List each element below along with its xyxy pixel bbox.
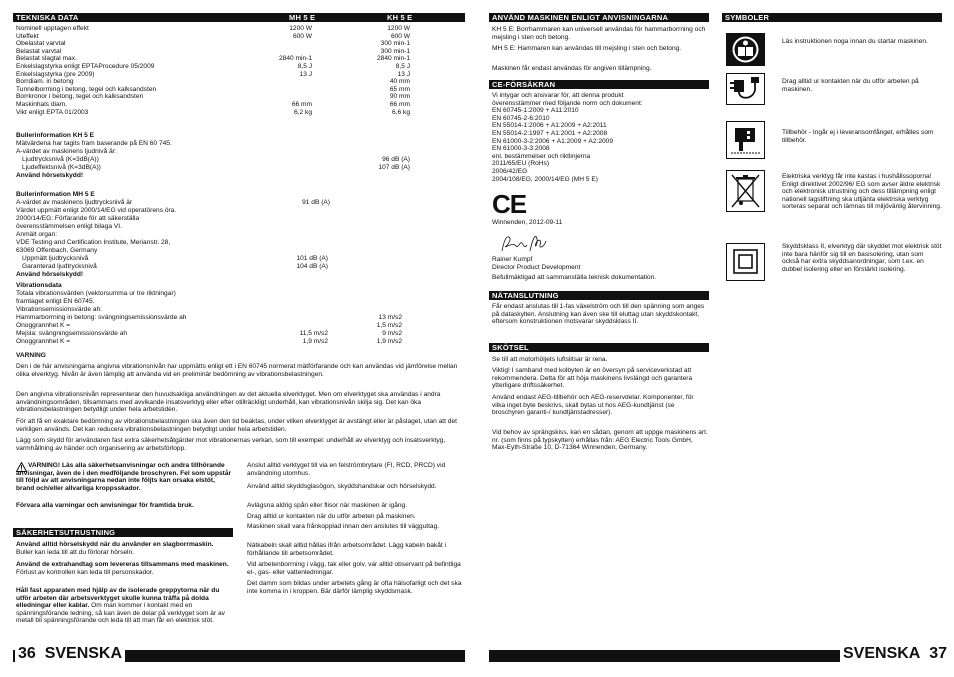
language-label: SVENSKA (44, 645, 123, 662)
symbol-text: Läs instruktionen noga innan du startar maskinen. (782, 38, 928, 45)
symbols-header: SYMBOLER (722, 13, 942, 22)
spec-value-mh: 2840 min-1 (279, 55, 312, 63)
noise-kh-row: Ljudeffektsnivå (K=3dB(A)) 107 dB (A) (22, 164, 410, 171)
vibration-row (16, 330, 464, 338)
accessory-icon (726, 121, 765, 159)
vibration-title: Vibrationsdata (16, 282, 62, 289)
noise-mh-row: Uppmätt ljudtrycksnivå 101 dB (A) (22, 255, 328, 262)
vibration-label: Onoggrannhet K = (16, 322, 71, 329)
safety-para: Maskinen skall vara frånkopplad innan den anslutes till vägguttag. (247, 523, 440, 530)
spec-header-title: TEKNISKA DATA (16, 13, 79, 22)
varning-para: Lägg som skydd för användaren fast extra säkerhetsåtgärder mot vibrationernas verkan, som till exempel: underhåll av elverktyg och insatsverktyg, varmhållning av händer och organisering av arbetsförlopp. (16, 437, 446, 452)
safety-para: Anslut alltid verktyget till via en felströmbrytare (FI, RCD, PRCD) vid användning utomhus. (247, 462, 446, 477)
vibration-value-mh: 11,5 m/s2 (299, 330, 328, 337)
spec-row (16, 86, 464, 94)
ce-line: EN 61000-3-3:2008 (492, 145, 550, 153)
vibration-value-kh: 1,9 m/s2 (376, 338, 402, 345)
spec-row (16, 93, 464, 101)
ce-line: EN 61000-3-2:2006 + A1:2009 + A2:2009 (492, 137, 613, 145)
noise-mh-row: A-värdet av maskinens ljudtrycksnivå är 91 dB (A) (16, 199, 330, 206)
signature (500, 231, 550, 255)
ce-line: överensstämmer med följande norm och dokument: (492, 99, 643, 107)
vibration-line: framtaget enligt EN 60745. (16, 298, 95, 305)
weee-bin-icon (726, 170, 765, 212)
spec-value-kh: 300 min-1 (380, 40, 410, 48)
page-number: 36 (18, 645, 36, 662)
vibration-label: Hammarborrning in betong: svängningsemissionsvärde ah (16, 314, 187, 321)
vibration-line: Vibrationsemissionsvärde ah: (16, 306, 103, 313)
sakerhet-para: Håll fast apparaten med hjälp av de isolerade greppytorna när du utför arbeten där arbetsverktyget skulle kunna träffa på dolda elledningar eller kablar. Om man kommer i kontakt med en spänningsförande ledning, så kan även de delar på verktyget som är av metall bli spänningsförande och leda till att man får en elektrisk stöt. (16, 587, 225, 625)
natanslutning-text: Får endast anslutas till 1-fas växelström och till den spänning som anges på dataskylten. Anslutning kan även ske till eluttag utan skyddskontakt, eftersom konstruktionen motsvarar skyddsklass II. (492, 303, 705, 326)
usage-para: KH 5 E: Borrhammaren kan universell användas för hammarborrning och mejsling i sten och betong. (492, 26, 706, 41)
spec-row (16, 109, 464, 117)
symbol-text: Tillbehör - Ingår ej i leveransomfånget, erhålles som tillbehör. (782, 129, 934, 144)
skotsel-para: Vid behov av sprängskiss, kan en sådan, genom att uppge maskinens art. nr. (som finns på typskylten) erhållas från: AEG Electric Tools GmbH, Max-Eyth-Straße 10, D-71364 Winnenden, Germany. (492, 429, 708, 452)
spec-label: Uteffekt (16, 32, 39, 40)
spec-label: Tunnelborrning i betong, tegel och kalksandsten (16, 85, 157, 93)
spec-row (16, 25, 464, 33)
natanslutning-header: NÄTANSLUTNING (489, 291, 709, 300)
place-date: Winnenden, 2012-09-11 (492, 219, 563, 226)
vibration-value-kh: 13 m/s2 (378, 314, 402, 321)
spec-label: Enkelslagstyrka enligt EPTAProcedure 05/2009 (16, 63, 155, 70)
spec-value-kh: 1200 W (387, 25, 410, 32)
safety-para: Avlägsna aldrig spån eller flisor när maskinen är igång. (247, 502, 408, 509)
spec-row (16, 40, 464, 48)
ce-line: 2006/42/EG (492, 168, 528, 175)
noise-mh-line: Anmält organ: (16, 231, 58, 238)
spec-value-mh: 6,2 kg (294, 108, 312, 116)
vibration-label: Onoggrannhet K = (16, 338, 71, 345)
usage-header: ANVÄND MASKINEN ENLIGT ANVISNINGARNA (489, 13, 709, 22)
vibration-label: Mejsla: svängningsemissionsvärde ah (16, 330, 128, 337)
ce-line: EN 55014-1:2006 + A1:2009 + A2:2011 (492, 122, 607, 130)
ce-line: 2004/108/EG, 2000/14/EG (MH 5 E) (492, 175, 598, 183)
spec-value-kh: 66 mm (389, 101, 410, 108)
signer-title: Director Product Development (492, 264, 581, 271)
spec-value-mh: 600 W (292, 32, 312, 40)
safety-warning: VARNING! Läs alla säkerhetsanvisningar och andra tillhörande anvisningar, även de i den medföljande broschyren. Fel som uppstår till följd av att anvisningarna nedan inte följts kan orsaka elstöt, brand och/eller allvarliga kroppsskador. (16, 462, 232, 492)
spec-label: Maskinhals diam. (16, 101, 67, 108)
usage-para: MH 5 E: Hammaren kan användas till mejsling i sten och betong. (492, 45, 682, 52)
noise-kh-intro-2: A-värdet av maskinens ljudnivå är: (16, 148, 117, 155)
ce-line: EN 60745-1:2009 + A11:2010 (492, 107, 579, 115)
spec-value-kh: 8,5 J (395, 63, 410, 70)
spec-value-mh: 13 J (299, 70, 312, 78)
spec-label: Belastat slagtal max. (16, 55, 77, 63)
spec-value-kh: 600 W (390, 32, 410, 40)
ce-line: Vi intygar och ansvarar för, att denna produkt (492, 92, 624, 99)
ce-line: EN 55014-2:1997 + A1:2001 + A2:2008 (492, 130, 608, 137)
varning-para: För att få en exaktare bedömning av vibrationsbelastningen ska även den tid beaktas, under vilken elverktyget är avstängt eller är påslaget, utan att det verkligen används. Det kan reducera vibrationsbelastningen betydligt under hela arbetstiden. (16, 418, 457, 433)
noise-kh-warning: Använd hörselskydd! (16, 172, 84, 179)
sakerhet-para: Använd alltid hörselskydd när du använder en slagborrmaskin. Buller kan leda till att du förlorar hörseln. (16, 541, 214, 556)
safety-para: Det damm som bildas under arbetets gång är ofta hälsofarligt och det ska inte komma in i kroppen. Bär därför lämplig skyddsmask. (247, 580, 462, 595)
vibration-row (16, 338, 464, 346)
spec-row (16, 55, 464, 63)
spec-row (16, 63, 464, 71)
signer-name: Rainer Kumpf (492, 256, 533, 263)
page-footer-right (840, 645, 950, 663)
spec-label: Belastat varvtal (16, 47, 62, 55)
spec-row (16, 101, 464, 109)
read-manual-icon (726, 33, 765, 66)
spec-value-mh: 1200 W (289, 25, 312, 32)
vibration-value-mh: 1,9 m/s2 (302, 338, 328, 345)
page-number: 37 (929, 645, 948, 662)
spec-label: Borrdiam. in betong (16, 78, 74, 86)
noise-kh-row: Ljudtrycksnivå (K=3dB(A)) 96 dB (A) (22, 156, 410, 163)
spec-row (16, 33, 464, 41)
vibration-line: Totala vibrationsvärden (vektorsumma ur tre riktningar) (16, 290, 176, 297)
class-ii-icon (726, 243, 765, 281)
page-footer-left (15, 645, 125, 663)
safety-para: Drag alltid ur kontakten när du utför arbeten på maskinen. (247, 513, 416, 520)
noise-kh-intro-1: Mätvärdena har tagits fram baserande på EN 60 745. (16, 140, 172, 147)
sakerhet-para: Använd de extrahandtag som levereras tillsammans med maskinen. Förlust av kontrollen kan leda till personskador. (16, 561, 229, 576)
ce-header: CE-FÖRSÄKRAN (489, 80, 709, 89)
spec-value-kh: 2840 min-1 (377, 55, 410, 63)
varning-para: Den i de här anvisningarna angivna vibrationsnivån har uppmätts enligt ett i EN 60745 normerat mätförfarande och kan användas vid jämförelse mellan olika elverktyg. Nivån är även lämplig att använda vid en preliminär bedömning av vibrationsbelastningen. (16, 363, 458, 378)
spec-value-mh: 66 mm (291, 101, 312, 108)
noise-mh-line: Värdet uppmätt enligt 2000/14/EG vid operatörens öra. (16, 207, 177, 214)
spec-value-mh: 8,5 J (297, 63, 312, 70)
noise-mh-line: 63069 Offenbach, Germany (16, 247, 98, 254)
safety-para: Använd alltid skyddsglasögon, skyddshandskar och hörselskydd. (247, 483, 437, 490)
ce-line: 2011/65/EU (RoHs) (492, 160, 550, 168)
safety-para: Vid arbetenborrning i vägg, tak eller golv, var alltid observant på befintliga el-, gas- eller vattenledningar. (247, 561, 461, 576)
language-label: SVENSKA (843, 645, 921, 662)
sakerhet-header: SÄKERHETSUTRUSTNING (13, 528, 233, 537)
spec-value-kh: 300 min-1 (380, 47, 410, 55)
varning-para: Den angivna vibrationsnivån representerar den huvudsakliga användningen av det aktuella elverktyget. Men om elverktyget ska användas i andra användningsområden, tillsammans med avvikande insatsverktyg eller efter otillräckligt underhåll, kan vibrationsnivån skilja sig. Det kan öka vibrationsbelastningen betydligt under hela arbetstiden. (16, 391, 441, 414)
vibration-value-kh: 9 m/s2 (382, 330, 402, 337)
vibration-row (16, 314, 464, 322)
safety-para: Nätkabeln skall alltid hållas ifrån arbetsområdet. Lägg kabeln bakåt i förhållande till arbetsområdet. (247, 542, 447, 557)
noise-mh-line: 2000/14/EG: Förfarande för att säkerställa (16, 215, 140, 222)
spec-value-kh: 40 mm (389, 78, 410, 86)
unplug-icon (726, 73, 765, 105)
noise-mh-title: Bullerinformation MH 5 E (16, 191, 95, 198)
symbol-text: Skyddsklass II, elverktyg där skyddet mot elektrisk stöt inte bara hänför sig till en basisolering, utan som också har extra skyddsanordningar, som t.ex. en dubbel isolering eller en förstärkt isolering. (782, 243, 942, 273)
spec-header-col2: KH 5 E (387, 13, 413, 22)
spec-row (16, 48, 464, 56)
spec-value-kh: 65 mm (389, 85, 410, 93)
noise-mh-row: Garanterad ljudtrycksnivå 104 dB (A) (22, 263, 328, 270)
noise-mh-warning: Använd hörselskydd! (16, 271, 84, 278)
spec-header-bar (13, 13, 465, 22)
vibration-row (16, 322, 464, 330)
spec-label: Obelastat varvtal (16, 40, 66, 48)
symbol-text: Elektriska verktyg får inte kastas i hushållssoporna! Enligt direktivet 2002/96/ EG som avser äldre elektrisk och elektronisk utrustning och dess tillämpning enligt nationell lagstiftning ska uttjänta elektriska verktyg sorteras separat och lämnas till miljövänlig återvinning. (782, 173, 942, 211)
skotsel-para: Använd endast AEG-tillbehör och AEG-reservdelar. Komponenter, för vilka inget byte beskrivs, skall bytas ut hos AEG-kundtjänst (se broschyren garanti-/ kundtjänstadresser). (492, 394, 694, 417)
skotsel-para: Viktig! I samband med kolbyten är en översyn på serviceverkstad att rekommendera. Detta för att höja maskinens livslängd och garantera ytterligare driftssäkerhet. (492, 367, 693, 390)
spec-value-kh: 6,6 kg (392, 108, 410, 116)
spec-value-kh: 13 J (397, 70, 410, 78)
spec-row (16, 78, 464, 86)
spec-label: Nominell upptagen effekt (16, 25, 89, 32)
safety-keep: Förvara alla varningar och anvisningar för framtida bruk. (16, 502, 194, 509)
spec-value-kh: 90 mm (389, 93, 410, 101)
noise-kh-title: Bullerinformation KH 5 E (16, 132, 95, 139)
ce-mark: CE (492, 189, 527, 219)
ce-line: enl. bestämmelser och riktlinjerna (492, 152, 591, 160)
spec-label: Vikt enligt EPTA 01/2003 (16, 108, 89, 116)
spec-label: Borrkronor i betong, tegel och kalksandsten (16, 93, 144, 101)
spec-label: Enkelslagstyrka (pre 2009) (16, 70, 95, 78)
noise-mh-line: överensstämmelsen enligt bilaga VI. (16, 223, 122, 230)
ce-line: EN 60745-2-6:2010 (492, 114, 550, 122)
spec-row (16, 71, 464, 79)
symbol-text: Drag alltid ur kontakten när du utför arbeten på maskinen. (782, 78, 919, 93)
skotsel-para: Se till att motorhöljets luftslitsar är rena. (492, 356, 608, 363)
skotsel-header: SKÖTSEL (489, 343, 709, 352)
varning-title: VARNING (16, 352, 46, 359)
spec-header-col1: MH 5 E (289, 13, 316, 22)
vibration-value-kh: 1,5 m/s2 (376, 322, 402, 329)
noise-mh-line: VDE Testing and Certification Institute, Merianstr. 28, (16, 239, 171, 246)
authorized-text: Befullmäktigad att sammanställa teknisk dokumentation. (492, 274, 657, 281)
usage-para: Maskinen får endast användas för angiven tillämpning. (492, 65, 652, 72)
